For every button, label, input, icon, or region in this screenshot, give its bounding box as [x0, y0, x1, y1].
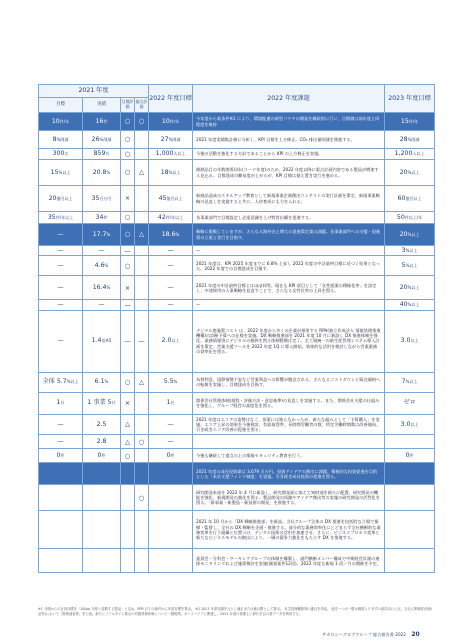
fy2021-result	[83, 186, 121, 212]
target-evaluation	[121, 485, 135, 511]
kpi-table	[38, 84, 435, 573]
fy2021-target-value: 全体 5.7	[42, 378, 67, 386]
fy2022-target	[149, 372, 193, 392]
fy2021-result-value: 859	[93, 150, 106, 158]
fy2023-target-unit: 以上	[410, 338, 419, 344]
fy2023-target	[385, 131, 435, 149]
result-header: 実績	[83, 98, 121, 113]
fy2022-issue-text: 2021 年度は、KPI 2025 年度までに 6.8% 上昇し 2022 年度の中計最終目標に近づく結果となった。2022 年度での目標達成を目指す。	[193, 256, 385, 276]
fy2022-target-value: 10	[161, 117, 170, 125]
target-evaluation: ○	[121, 449, 135, 463]
fy2021-target	[39, 246, 83, 256]
fy2022-target	[149, 310, 193, 372]
target-evaluation: ○	[121, 131, 135, 149]
overall-evaluation	[135, 276, 149, 300]
fy2022-target	[149, 549, 193, 573]
fy2022-target-value: 1	[166, 399, 171, 407]
fy2023-target-unit: %以上	[407, 302, 420, 307]
overall-evaluation	[135, 246, 149, 256]
fy2023-target-unit: %以上	[405, 379, 418, 385]
fy2021-target	[39, 160, 83, 186]
fy2021-result-unit: %	[104, 379, 109, 385]
target-evaluation	[121, 549, 135, 573]
fy2021-result-value: 17.7	[92, 230, 107, 238]
fy2021-target-value: —	[57, 261, 64, 269]
fy2023-target-value: 60	[397, 194, 406, 202]
fy2023-target	[385, 435, 435, 449]
fy2021-target	[39, 212, 83, 224]
fy2022-issue-text: 今後も継続して重点の上の情報セキュリティ教育を行う。	[193, 449, 385, 463]
fy2022-target-value: 18.6	[161, 230, 176, 238]
fy2021-target-unit: 社	[60, 400, 65, 406]
overall-evaluation: △	[135, 372, 149, 392]
fy2022-issue-text: 今年度から新条件※1 により、環境配慮の新型パウチの開発を継続的に行い、目標値は前年度と同程度を維持	[193, 113, 385, 131]
fy2022-issue-text: 新商品造成のスキルアップ教育として新規事業企画創出コンテストの実行計画を策定。新規事業戦略の見直しを実施すると共に、人材育成にも力を入れる。	[193, 186, 385, 212]
overall-evaluation	[135, 149, 149, 160]
overall-evaluation	[135, 300, 149, 310]
fy2023-target-unit: %以上	[405, 247, 418, 253]
fy2021-target	[39, 463, 83, 485]
fy2022-target-value: —	[167, 261, 174, 269]
fy2021-result-value: 2.5	[96, 420, 107, 428]
fy2021-result-value: 16	[95, 117, 104, 125]
overall-evaluation	[135, 549, 149, 573]
table-row	[39, 149, 435, 160]
target-evaluation: △	[121, 435, 135, 449]
overall-evaluation	[135, 463, 149, 485]
fy2022-target	[149, 414, 193, 435]
fy2021-result-value: 16.4	[92, 283, 107, 291]
fy2022-issue-text: 今後の活動を強化する方針であることから KPI の上方修正を実施。	[193, 149, 385, 160]
fy2022-target-value: —	[167, 420, 174, 428]
page-footer	[322, 631, 420, 638]
overall-evaluation	[135, 511, 149, 549]
fy2021-target	[39, 186, 83, 212]
fy2021-target-value: —	[57, 283, 64, 291]
fy2023-target-value: 40	[399, 301, 408, 308]
target-evaluation: △	[121, 414, 135, 435]
fy2021-result	[83, 160, 121, 186]
target-evaluation: ○	[121, 212, 135, 224]
fy2021-result-value: 4.6	[94, 261, 105, 269]
fy2023-target-value: 1,200	[394, 150, 413, 158]
fy2023-target	[385, 186, 435, 212]
fy2021-result-value: —	[98, 301, 105, 308]
fy2023-target-unit: %以上	[407, 284, 420, 290]
fy2022-target-unit: %削減	[168, 136, 181, 142]
target-evaluation: ○	[121, 224, 135, 246]
overall-evaluation: △	[135, 160, 149, 186]
fy2021-target-value: —	[57, 337, 64, 345]
fy2022-target	[149, 276, 193, 300]
table-row	[39, 246, 435, 256]
fy2021-result	[83, 549, 121, 573]
fy2023-target	[385, 246, 435, 256]
fy2022-target	[149, 435, 193, 449]
fy2022-target	[149, 511, 193, 549]
fy2021-result-value: 35	[91, 194, 100, 202]
fy2023-target	[385, 549, 435, 573]
fy2022-issue-text: 2021 年 10 月から「DX 戦略推進部」を新設。当社グループ全体の DX 推進を包括的な立場で指揮・監督し、全社の DX 戦略を企画・推進する。部分的な業務効率化にとどまらず全社横断的な業務変革を行う組織と位置づけ、デジタル技術の活用を加速させ、さらに、ビジネスプロセス変革と新たなビジネスモデルの創出により、一層の競争力強化をもたらす DX を推進する。	[193, 511, 385, 549]
fy2021-result-unit: 社	[111, 400, 116, 406]
fy2022-target	[149, 246, 193, 256]
fy2023-target-value: 28	[399, 135, 408, 143]
fy2021-target-unit: 件/年以上	[55, 214, 74, 220]
table-row	[39, 485, 435, 511]
fy2022-target	[149, 256, 193, 276]
page-number: 20	[411, 631, 420, 638]
fy2021-result-value: 1 事業 5	[87, 399, 112, 407]
overall-evaluation: ○	[135, 113, 149, 131]
fy2021-result	[83, 113, 121, 131]
overall-evaluation	[135, 212, 149, 224]
overall-eval-header: 総合評価	[135, 98, 149, 113]
target-evaluation: ○	[121, 256, 135, 276]
fy2021-result	[83, 392, 121, 414]
fy2022-target-unit: 人以上	[173, 151, 186, 157]
table-row	[39, 300, 435, 310]
table-row	[39, 212, 435, 224]
fy2022-target-value: 0	[166, 451, 171, 459]
fy2022-target-value: 1,000	[155, 150, 174, 158]
fy2023-target	[385, 463, 435, 485]
fy2021-target-unit: %削減	[56, 136, 69, 142]
fy2021-result	[83, 463, 121, 485]
fy2023-target	[385, 113, 435, 131]
target-evaluation: ○	[121, 160, 135, 186]
fy2021-target	[39, 392, 83, 414]
fy2021-target	[39, 113, 83, 131]
target-evaluation: —	[121, 300, 135, 310]
fy2021-target	[39, 256, 83, 276]
table-row	[39, 256, 435, 276]
overall-evaluation: —	[135, 310, 149, 372]
fy2022-target	[149, 149, 193, 160]
fy2023-target-value: 20	[399, 168, 408, 176]
fy2022-target-unit: 以上	[171, 338, 180, 344]
table-row	[39, 160, 435, 186]
fy2023-target-value: 3.0	[400, 420, 411, 428]
fy2021-target-unit: %以上	[66, 379, 79, 385]
table-row	[39, 511, 435, 549]
fy2022-target	[149, 113, 193, 131]
fy2021-target-value: 15	[50, 168, 59, 176]
table-row	[39, 549, 435, 573]
fy2022-issue-text: デジタル庭施策コスト は、2022 年度から多くの企業が採用する RPA(独立作成法人 情報処理推進機構)の診断予算への仕様を実施。DX 戦略推進部を 2021 年度 10 月に新設し DX 推進体制を強化。業務情報別にデジタルの根幹を図る体制整備は完了。全工場統一の新生産管理システム導入計画を策定。営業支援ツールを 2022 年度 1Q に導入開始。効果的な活用を検討しながら営業業務の効率化を図る。	[193, 310, 385, 372]
fy2021-result-value: 26	[91, 135, 100, 143]
target-evaluation: —	[121, 310, 135, 372]
fy2022-issues-header: 2022 年度課題	[193, 85, 385, 113]
fy2021-result-value: 1.4	[91, 337, 102, 345]
fy2022-target-value: —	[167, 437, 174, 445]
fy2021-target-unit: 件	[60, 452, 65, 458]
fy2021-result-unit: 件	[103, 214, 108, 220]
fy2021-result	[83, 224, 121, 246]
fy2021-target	[39, 511, 83, 549]
fy2021-result	[83, 310, 121, 372]
fy2022-target-value: 45	[158, 194, 167, 202]
fy2022-target	[149, 485, 193, 511]
fy2023-target	[385, 310, 435, 372]
fy2021-target	[39, 224, 83, 246]
fy2023-target-unit: %以上	[405, 262, 418, 268]
fy2021-target	[39, 485, 83, 511]
fy2022-issue-text: —	[193, 246, 385, 256]
fy2022-issue-text: 各事業部門で目標設定し必達意識を上げ特許出願を促進する。	[193, 212, 385, 224]
target-evaluation: ×	[121, 392, 135, 414]
fy2021-target-value: —	[57, 437, 64, 445]
fy2021-target-value: —	[57, 230, 64, 238]
overall-evaluation: △	[135, 224, 149, 246]
fy2021-result-unit: %	[106, 169, 111, 175]
fy2021-target-value: —	[57, 420, 64, 428]
fy2021-result-unit: %	[106, 231, 111, 237]
fy2021-target-unit: 件/年	[59, 118, 70, 124]
fy2023-target-value: 5	[401, 261, 406, 269]
fy2022-issue-text	[193, 435, 385, 449]
fy2022-issue-text: 関係会社管理体制(規程・評価方法・意思基準)の見直しを実施する。また、関係会社支援の仕組みを強化し、グループ経営の高度化を図る。	[193, 392, 385, 414]
fy2021-result	[83, 212, 121, 224]
overall-evaluation: ○	[135, 485, 149, 511]
fy2021-result-value: 0	[97, 451, 102, 459]
fy2023-target	[385, 485, 435, 511]
fy2021-target-value: 300	[52, 150, 65, 158]
fy2021-result-unit: 百万円	[99, 195, 112, 201]
fy2023-target-header: 2023 年度目標	[385, 85, 435, 113]
target-evaluation	[121, 511, 135, 549]
target-evaluation: —	[121, 246, 135, 256]
fy2021-result-unit: 倍※5	[101, 338, 112, 344]
fy2021-result	[83, 276, 121, 300]
fy2021-result-value: 34	[95, 213, 104, 221]
fy2022-issue-text: 為替利息、国際情勢不安など営業利益への影響が懸念される。さらなるコストダウンと販売価格への転嫁を実施し、目標達成を目指す。	[193, 372, 385, 392]
target-evaluation: ×	[121, 276, 135, 300]
fy2021-target	[39, 149, 83, 160]
fy2023-target-unit: 以上	[410, 421, 419, 427]
fy2023-target	[385, 256, 435, 276]
fy2021-target	[39, 310, 83, 372]
table-row	[39, 113, 435, 131]
fy2022-target	[149, 212, 193, 224]
target-evaluation: ○	[121, 372, 135, 392]
fy2022-target-value: 2.0	[161, 337, 172, 345]
fy2021-result	[83, 511, 121, 549]
fy2023-target-value: 20	[399, 230, 408, 238]
fy2021-target-value: 35	[47, 213, 56, 221]
table-row	[39, 414, 435, 435]
fy2022-target-unit: %以上	[168, 169, 181, 175]
fy2021-result-unit: %削減	[99, 136, 112, 142]
fy2022-target-unit: 億円以上	[166, 195, 183, 201]
fy2022-target-value: 42	[157, 213, 166, 221]
fy2023-target-unit: 件/年	[408, 118, 419, 124]
fy2023-target	[385, 224, 435, 246]
fy2023-target	[385, 276, 435, 300]
fy2022-issue-text: 研究開発本部を 2022 年 4 月に新設し、研究開発部に加えて知財部を新たに配置。研究開発の機能を強化、新規開発の強化を図る。製品開発の短縮やアイデア創出等の実施の研究開発の活性化を図る。「新事業・新製品・新技術の開発」を推進する。	[193, 485, 385, 511]
fy2023-target	[385, 300, 435, 310]
fy2023-target	[385, 160, 435, 186]
table-row	[39, 224, 435, 246]
fy2022-target	[149, 463, 193, 485]
target-evaluation: ○	[121, 149, 135, 160]
fy2021-result-unit: 件	[101, 452, 106, 458]
overall-evaluation	[135, 256, 149, 276]
table-row	[39, 392, 435, 414]
fy2021-result-unit: %	[104, 262, 109, 268]
fy2021-target-value: 20	[48, 194, 57, 202]
table-row	[39, 449, 435, 463]
fy2022-target-value: —	[167, 246, 174, 254]
fy2023-target-value: 0	[405, 451, 410, 459]
target-header: 目標	[39, 98, 83, 113]
fy2023-target-unit: %削減	[407, 136, 420, 142]
fy2023-target-unit: %以上	[407, 169, 420, 175]
fy2021-target	[39, 372, 83, 392]
fy2021-target	[39, 435, 83, 449]
overall-evaluation	[135, 449, 149, 463]
fy2021-target-value: 8	[52, 135, 57, 143]
fy2021-result	[83, 435, 121, 449]
fy2021-target	[39, 300, 83, 310]
fy2023-target	[385, 414, 435, 435]
fy2021-target-value: —	[57, 246, 64, 254]
table-row	[39, 372, 435, 392]
fy2022-target-value: —	[167, 283, 174, 291]
fy2022-target-value: 5.5	[163, 378, 174, 386]
fy2021-target	[39, 131, 83, 149]
fy2021-result-unit: 件	[103, 118, 108, 124]
table-row	[39, 435, 435, 449]
fy2022-issue-text: 2021 年度の成長投資額は 3,079 百万円。投資アイデアの創出に課題。積極的な投資促進を目的とした「本社支援ファンド制度」を実施。引き続き成長投資の促進を図る。	[193, 463, 385, 485]
fy2021-result-unit: %	[106, 284, 111, 290]
fy2022-target-value: 18	[160, 168, 169, 176]
fy2023-target-value: 3	[401, 246, 406, 254]
fy2022-issue-text: —	[193, 300, 385, 310]
fy2022-target-unit: 社	[170, 400, 175, 406]
table-row	[39, 276, 435, 300]
fy2022-target-unit: 件/年以上	[165, 214, 184, 220]
fy2021-result-unit: 名	[105, 151, 110, 157]
overall-evaluation	[135, 392, 149, 414]
fy2022-target	[149, 131, 193, 149]
fy2022-target-header: 2022 年度目標	[149, 85, 193, 113]
fy2021-target	[39, 549, 83, 573]
fy2022-target-unit: %	[175, 231, 180, 237]
target-evaluation: ×	[121, 186, 135, 212]
fy2023-target	[385, 511, 435, 549]
overall-evaluation	[135, 131, 149, 149]
fy2023-target	[385, 212, 435, 224]
fy2021-target	[39, 276, 83, 300]
fy2021-header: 2021 年度	[39, 85, 149, 98]
fy2023-target	[385, 372, 435, 392]
fy2021-result	[83, 372, 121, 392]
fy2023-target-value: 20	[399, 283, 408, 291]
fy2021-result	[83, 449, 121, 463]
fy2022-issue-text: 耐熱品目の年数関係切れ(コード年度)のため、2022 年度以降に重点計画内容である製品が増加する見込み。目標達成の難易度が上がるが、KPI 目標は据え置き実行を進める。	[193, 160, 385, 186]
fy2021-target-unit: 億円以上	[56, 195, 73, 201]
table-row	[39, 186, 435, 212]
fy2021-result-value: —	[98, 246, 105, 254]
fy2023-target-unit: 人以上	[412, 151, 425, 157]
fy2023-target-unit: 件以上/年	[404, 214, 423, 220]
table-row	[39, 463, 435, 485]
fy2021-target-value: —	[57, 301, 64, 308]
fy2023-target	[385, 392, 435, 414]
fy2021-target	[39, 449, 83, 463]
fy2023-target-value: 7	[401, 378, 406, 386]
fy2022-target	[149, 449, 193, 463]
table-row	[39, 310, 435, 372]
fy2023-target-value: 3.0	[400, 337, 411, 345]
fy2022-target-unit: 件	[170, 452, 175, 458]
target-evaluation: ○	[121, 113, 135, 131]
fy2021-target-unit: %以上	[58, 169, 71, 175]
fy2022-target	[149, 186, 193, 212]
fy2021-result	[83, 131, 121, 149]
fy2021-result	[83, 149, 121, 160]
fy2022-target-value: —	[167, 301, 174, 308]
table-row	[39, 131, 435, 149]
fy2021-target	[39, 414, 83, 435]
fy2022-issue-text: 2021 年度実績集計値に分析し、KPI 目標を上方修正。CO₂ 排出量削減を推進する。	[193, 131, 385, 149]
fy2022-issue-text: 2021 年度はエコアの姿勢はなく、但案には進らなかったが、新たな組みとして「予算購入」を実施。エコア上昇の効果を今後検討。有給取得率、長時間労働者の数、所定労働時間数は改善傾向。引き続きエコア改善の促進を図る。	[193, 414, 385, 435]
fy2022-target-unit: 件/年	[169, 118, 180, 124]
fy2021-result	[83, 256, 121, 276]
fy2021-result	[83, 300, 121, 310]
fy2022-target	[149, 300, 193, 310]
target-eval-header: 目標評価	[121, 98, 135, 113]
fy2022-issue-text: 戦略に挑戦していますが、さらなる海外売上増大の促進策定業の課題。各事業部門への支援・促進策の立案と実行を目指す。	[193, 224, 385, 246]
fy2021-result	[83, 414, 121, 435]
fy2022-target-value: 27	[160, 135, 169, 143]
fy2023-target-unit: 億円以上	[405, 195, 422, 201]
fy2023-target-value: 15	[400, 117, 409, 125]
fy2023-target-value: ゼロ	[403, 399, 416, 407]
fy2022-target	[149, 392, 193, 414]
overall-evaluation	[135, 414, 149, 435]
fy2021-target-value: 1	[56, 399, 61, 407]
fy2023-target-unit: %以上	[407, 231, 420, 237]
overall-evaluation	[135, 186, 149, 212]
fy2023-target	[385, 449, 435, 463]
fy2021-result-value: 20.8	[92, 168, 107, 176]
overall-evaluation: ○	[135, 435, 149, 449]
fy2022-target-unit: %	[173, 379, 178, 385]
fy2021-result	[83, 485, 121, 511]
fy2021-result-value: 2.8	[96, 437, 107, 445]
fy2023-target-value: 50	[396, 213, 405, 221]
fy2021-result-value: 6.1	[94, 378, 105, 386]
fy2022-issue-text: 2021 年度の中計最終目標とはほぼ同等。現在も KPI 項目として「女性就業の積極化率」を設定し、中途採用の人事戦略を見直すことで、さらなる女性比率の上昇を図る。	[193, 276, 385, 300]
fy2021-target-value: 10	[51, 117, 60, 125]
footnote: ※1 今期からの社内目標を「100ps 対象と周期する製品」と定め、EPR 目下の新件から年度目標を算出。 ※2 2021 年度実績を元とし補正または後目標として算出。 本生管理種類別の番目を効化。 他を一つの一階は個数入りますの改訂用に公正。当社人事制度(有価証券)において「財務諸表等」を公表。新たにリアルタイム要点の有限業務体制について一類相関。ポーラーイアに関連し、2021 年度の管理上に移行を目の基データを利用する。	[38, 607, 432, 616]
fy2021-target-value: 0	[56, 451, 61, 459]
fy2021-target-unit: 名	[64, 151, 69, 157]
fy2023-target	[385, 149, 435, 160]
target-evaluation	[121, 463, 135, 485]
fy2022-target	[149, 160, 193, 186]
kpi-table-body	[39, 113, 435, 573]
fy2021-result	[83, 246, 121, 256]
footer-company: サカロシーグロブグループ 総合報告書 2022	[322, 632, 406, 637]
fy2022-issue-text: 委員会・分科会・ワーキンググループの体制を構築し、副門横断メンバー構成で中期経営計画の進捗モニタリングおよび施策検討を実施(調査案件12回)。2022 年度も新規 1 回／月の開催を予定。	[193, 549, 385, 573]
fy2023-target-unit: 件	[409, 452, 414, 458]
fy2022-target	[149, 224, 193, 246]
